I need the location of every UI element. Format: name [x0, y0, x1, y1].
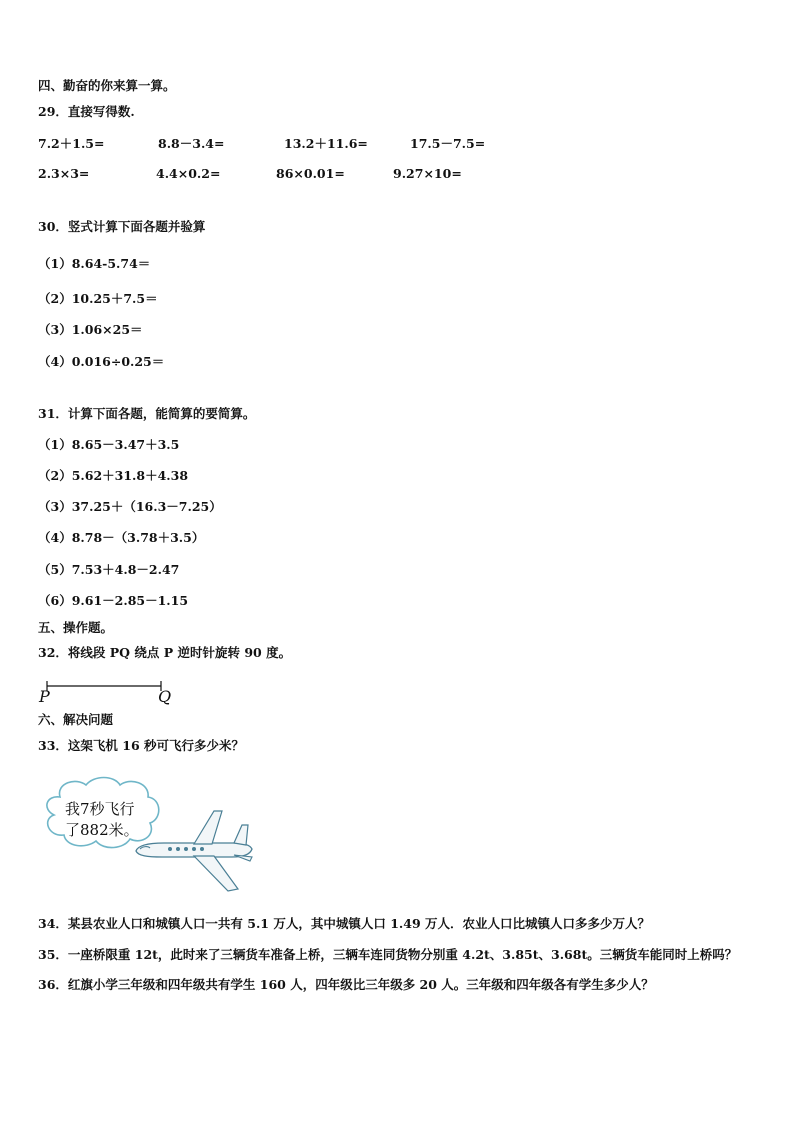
q29-expr: 13.2＋11.6=: [284, 136, 368, 151]
q29-expr: 86×0.01=: [276, 166, 345, 181]
section6-heading: 六、解决问题: [38, 712, 114, 727]
q31-title: 31．计算下面各题，能简算的要简算。: [38, 406, 256, 421]
q29-title: 29．直接写得数.: [38, 104, 135, 119]
q30-item: （4）0.016÷0.25＝: [38, 354, 165, 369]
bubble-text-line1: 我7秒飞行: [65, 800, 135, 818]
q35-text: 35．一座桥限重 12t，此时来了三辆货车准备上桥，三辆车连同货物分别重 4.2t、3.85t、3.68t。三辆货车能同时上桥吗？: [38, 947, 738, 962]
q30-item: （2）10.25＋7.5＝: [38, 291, 158, 306]
q32-title: 32．将线段 PQ 绕点 P 逆时针旋转 90 度。: [38, 645, 292, 660]
q31-item: （5）7.53＋4.8－2.47: [38, 562, 180, 577]
q31-item: （4）8.78－（3.78＋3.5）: [38, 530, 205, 545]
q30-item: （1）8.64-5.74＝: [38, 256, 151, 271]
q29-expr: 17.5－7.5=: [410, 136, 486, 151]
q30-item: （3）1.06×25＝: [38, 322, 143, 337]
q34-text: 34．某县农业人口和城镇人口一共有 5.1 万人，其中城镇人口 1.49 万人．农业人口比城镇人口多多少万人？: [38, 916, 650, 931]
q36-text: 36．红旗小学三年级和四年级共有学生 160 人，四年级比三年级多 20 人。三年级和四年级各有学生多少人？: [38, 977, 654, 992]
q29-expr: 4.4×0.2=: [156, 166, 221, 181]
q31-item: （3）37.25＋（16.3－7.25）: [38, 499, 222, 514]
q33-title: 33．这架飞机 16 秒可飞行多少米？: [38, 738, 244, 753]
section4-heading: 四、勤奋的你来算一算。: [38, 78, 176, 93]
q29-expr: 9.27×10=: [393, 166, 462, 181]
q29-expr: 8.8－3.4=: [158, 136, 225, 151]
q29-expr: 2.3×3=: [38, 166, 90, 181]
q31-item: （6）9.61－2.85－1.15: [38, 593, 189, 608]
q31-item: （2）5.62＋31.8＋4.38: [38, 468, 189, 483]
q31-item: （1）8.65－3.47＋3.5: [38, 437, 180, 452]
bubble-text-line2: 了882米。: [65, 821, 139, 839]
point-p-label: P: [39, 687, 50, 706]
q29-expr: 7.2＋1.5=: [38, 136, 105, 151]
point-q-label: Q: [158, 687, 172, 706]
section5-heading: 五、操作题。: [38, 620, 114, 635]
q30-title: 30．竖式计算下面各题并验算: [38, 219, 206, 234]
segment-pq: [44, 678, 174, 712]
segment-pq-drawing: [44, 678, 174, 708]
